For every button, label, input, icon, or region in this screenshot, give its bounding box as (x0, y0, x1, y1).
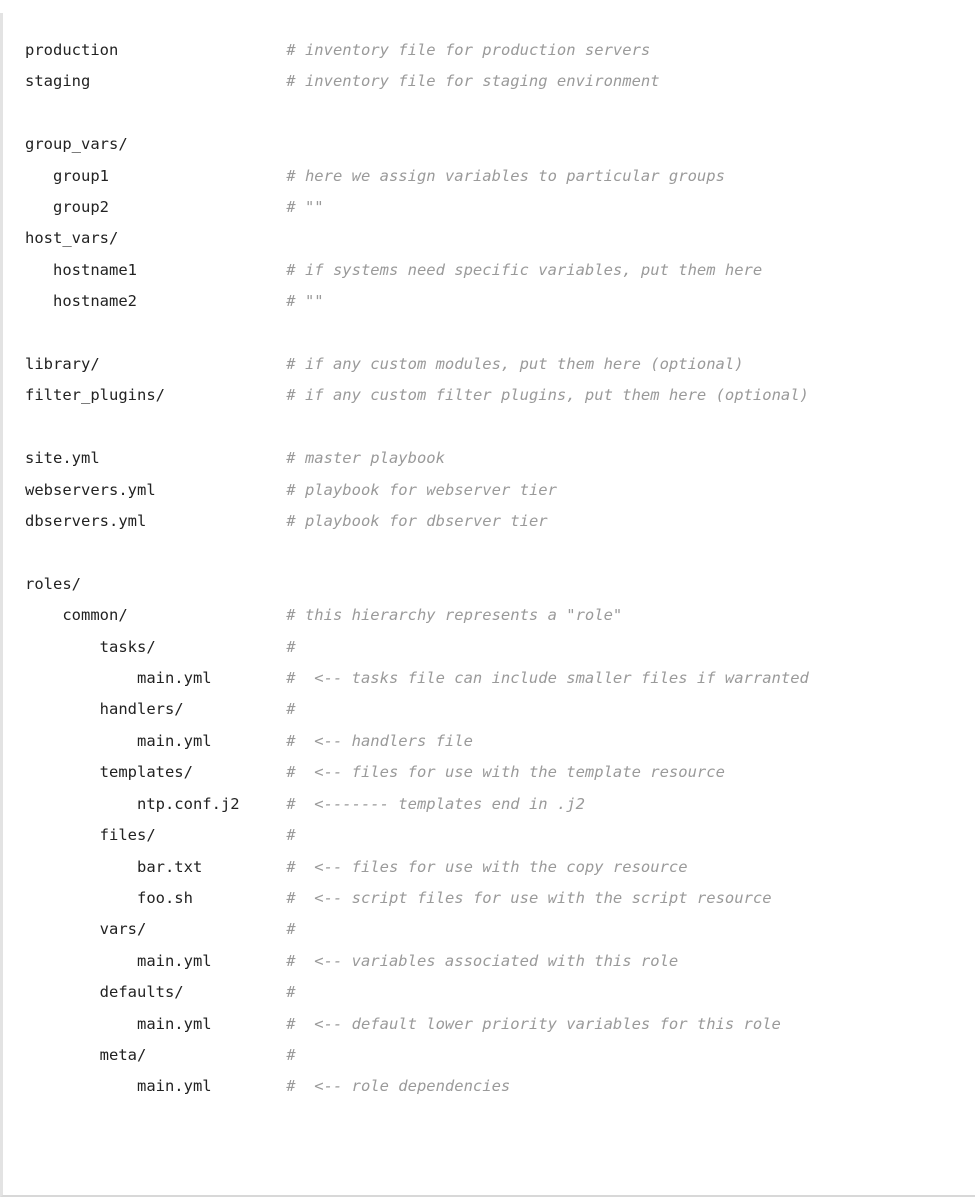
code-gap (100, 449, 287, 467)
code-path: hostname1 (25, 260, 137, 279)
code-line (25, 380, 975, 411)
code-line (25, 223, 975, 254)
code-gap (146, 1046, 286, 1064)
code-gap (128, 606, 287, 624)
code-line (25, 192, 975, 223)
code-comment: # master playbook (286, 449, 445, 468)
code-gap (193, 889, 286, 907)
code-comment: # (286, 826, 296, 845)
code-comment: # <-- files for use with the copy resource (286, 857, 688, 876)
code-line (25, 789, 975, 820)
code-line (25, 600, 975, 631)
code-line (25, 1071, 975, 1102)
code-path: group_vars/ (25, 135, 128, 154)
code-comment: # (286, 920, 296, 939)
code-path: hostname2 (25, 292, 137, 311)
code-comment: # this hierarchy represents a "role" (286, 606, 623, 625)
code-comment: # (286, 700, 296, 719)
code-comment: # "" (286, 198, 324, 217)
code-comment: # (286, 637, 296, 656)
code-gap (109, 198, 286, 216)
code-gap (146, 512, 286, 530)
code-comment: # playbook for webserver tier (286, 480, 557, 499)
code-line (25, 1009, 975, 1040)
code-line (25, 946, 975, 977)
code-comment: # <-- script files for use with the script resource (286, 888, 772, 907)
code-comment: # (286, 983, 296, 1002)
code-line (25, 1040, 975, 1071)
code-gap (146, 920, 286, 938)
code-comment: # <-- files for use with the template resource (286, 763, 725, 782)
code-path: files/ (25, 826, 156, 845)
code-line (25, 129, 975, 160)
code-path: staging (25, 72, 91, 91)
code-path: webservers.yml (25, 480, 156, 499)
code-line (25, 757, 975, 788)
code-line (25, 443, 975, 474)
code-line (25, 255, 975, 286)
code-line (25, 506, 975, 537)
code-path: main.yml (25, 669, 212, 688)
code-path: main.yml (25, 1077, 212, 1096)
code-comment: # playbook for dbserver tier (286, 512, 548, 531)
code-line (25, 569, 975, 600)
code-line (25, 161, 975, 192)
code-gap (118, 41, 286, 59)
code-comment: # "" (286, 292, 324, 311)
code-gap (156, 638, 287, 656)
code-comment: # if systems need specific variables, put them here (286, 260, 763, 279)
code-gap (184, 700, 287, 718)
code-blank-line (25, 318, 975, 349)
code-path: foo.sh (25, 888, 193, 907)
code-path: ntp.conf.j2 (25, 794, 240, 813)
code-line (25, 632, 975, 663)
code-path: handlers/ (25, 700, 184, 719)
code-path: meta/ (25, 1045, 147, 1064)
code-comment: # <-- default lower priority variables for this role (286, 1014, 781, 1033)
code-path: main.yml (25, 951, 212, 970)
code-gap (212, 732, 287, 750)
code-gap (202, 858, 286, 876)
code-gap (212, 1015, 287, 1033)
code-gap (137, 261, 286, 279)
code-blank-line (25, 412, 975, 443)
code-comment: # inventory file for production servers (286, 41, 651, 59)
code-comment: # <-- handlers file (286, 731, 473, 750)
code-path: bar.txt (25, 857, 203, 876)
code-gap (156, 481, 287, 499)
code-gap (212, 952, 287, 970)
code-path: group1 (25, 166, 109, 185)
code-comment: # here we assign variables to particular groups (286, 166, 725, 185)
code-path: vars/ (25, 920, 147, 939)
code-line (25, 286, 975, 317)
code-line (25, 475, 975, 506)
code-path: production (25, 41, 119, 59)
code-path: group2 (25, 198, 109, 217)
code-gap (90, 72, 286, 90)
code-path: dbservers.yml (25, 512, 147, 531)
code-path: library/ (25, 355, 100, 374)
code-comment: # if any custom filter plugins, put them here (optional) (286, 386, 809, 405)
code-line (25, 663, 975, 694)
code-line (25, 35, 975, 66)
code-comment: # (286, 1045, 296, 1064)
code-gap (193, 763, 286, 781)
code-gap (212, 669, 287, 687)
code-gap (137, 292, 286, 310)
code-line (25, 820, 975, 851)
code-path: tasks/ (25, 637, 156, 656)
code-line (25, 349, 975, 380)
code-comment: # <-- variables associated with this role (286, 951, 679, 970)
code-gap (165, 386, 286, 404)
code-path: templates/ (25, 763, 193, 782)
code-gap (109, 167, 286, 185)
code-comment: # <------- templates end in .j2 (286, 794, 585, 813)
code-path: common/ (25, 606, 128, 625)
code-gap (100, 355, 287, 373)
code-comment: # if any custom modules, put them here (optional) (286, 355, 744, 374)
code-path: defaults/ (25, 983, 184, 1002)
code-line (25, 883, 975, 914)
code-blank-line (25, 537, 975, 568)
code-line (25, 977, 975, 1008)
code-path: filter_plugins/ (25, 386, 165, 405)
code-line (25, 726, 975, 757)
code-line (25, 66, 975, 97)
code-gap (156, 826, 287, 844)
code-line (25, 852, 975, 883)
code-gap (184, 983, 287, 1001)
code-path: site.yml (25, 449, 100, 468)
code-blank-line (25, 98, 975, 129)
code-comment: # <-- role dependencies (286, 1077, 511, 1096)
code-comment: # inventory file for staging environment (286, 72, 660, 91)
code-path: host_vars/ (25, 229, 119, 248)
code-comment: # <-- tasks file can include smaller files if warranted (286, 669, 809, 688)
code-listing (0, 13, 975, 1197)
code-path: roles/ (25, 574, 81, 593)
code-path: main.yml (25, 731, 212, 750)
code-gap (240, 795, 287, 813)
code-line (25, 914, 975, 945)
code-path: main.yml (25, 1014, 212, 1033)
code-line (25, 694, 975, 725)
code-gap (212, 1077, 287, 1095)
